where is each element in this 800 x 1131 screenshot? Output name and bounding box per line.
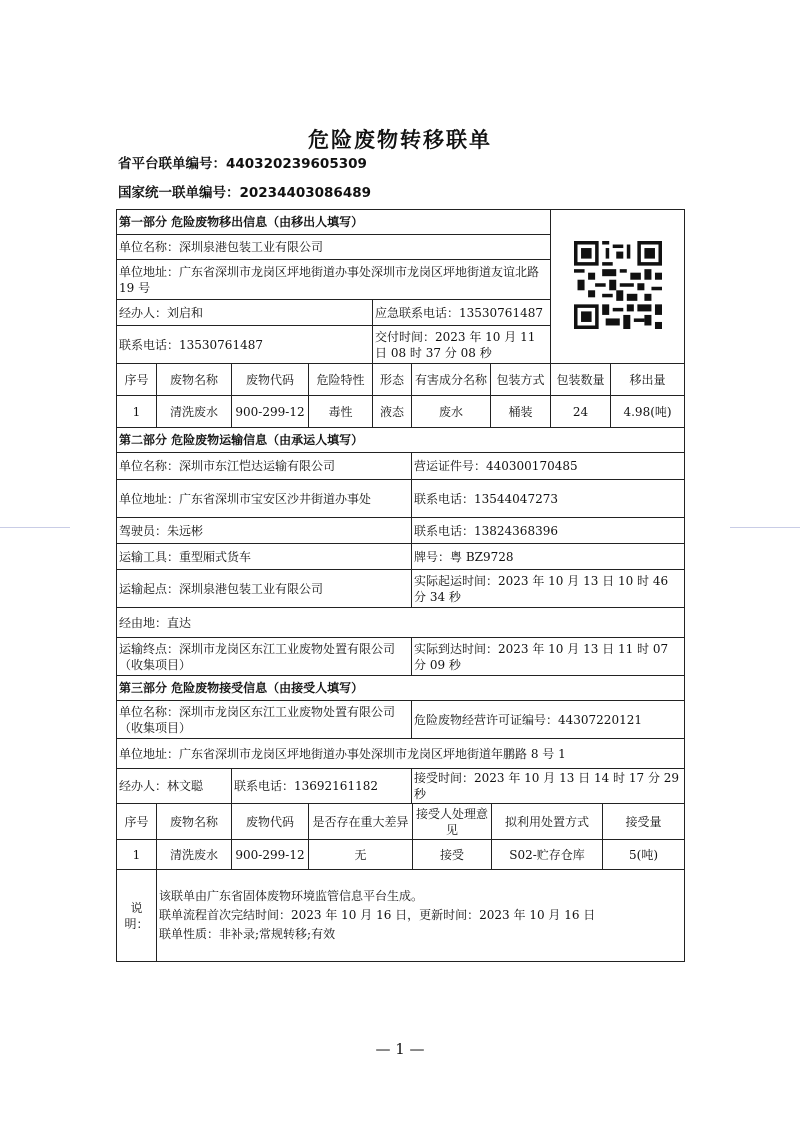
p3-col-4: 接受人处理意见	[413, 804, 492, 840]
part2-unit-address: 单位地址：广东省深圳市宝安区沙井街道办事处	[117, 480, 412, 518]
part3-heading: 第三部分 危险废物接受信息（由接受人填写）	[117, 676, 685, 701]
part2-license: 营运证件号：440300170485	[412, 453, 685, 480]
notes-line-1: 该联单由广东省固体废物环境监管信息平台生成。	[159, 889, 424, 903]
p1-col-5: 有害成分名称	[412, 364, 491, 396]
national-number-label: 国家统一联单编号：	[118, 185, 240, 201]
part2-unit-name: 单位名称：深圳市东江恺达运输有限公司	[117, 453, 412, 480]
p1-cell: 清洗废水	[157, 396, 232, 428]
p3-cell: 5(吨)	[603, 840, 685, 870]
national-number-line	[118, 181, 371, 201]
p3-cell: 无	[309, 840, 413, 870]
part3-receive-time: 接受时间：2023 年 10 月 13 日 14 时 17 分 29 秒	[412, 769, 685, 804]
p1-col-8: 移出量	[611, 364, 685, 396]
p3-col-0: 序号	[117, 804, 157, 840]
part3-phone: 联系电话：13692161182	[232, 769, 412, 804]
part3-unit-address: 单位地址：广东省深圳市龙岗区坪地街道办事处深圳市龙岗区坪地街道年鹏路 8 号 1	[117, 739, 685, 769]
p1-cell: 24	[551, 396, 611, 428]
p1-col-7: 包装数量	[551, 364, 611, 396]
table-row	[117, 396, 685, 428]
table-row	[117, 840, 685, 870]
p1-cell: 液态	[373, 396, 412, 428]
notes-line-2: 联单流程首次完结时间：2023 年 10 月 16 日，更新时间：2023 年 10 月 16 日	[159, 908, 596, 922]
part1-unit-address: 单位地址：广东省深圳市龙岗区坪地街道办事处深圳市龙岗区坪地街道友谊北路 19 号	[117, 260, 551, 300]
part2-driver: 驾驶员：朱远彬	[117, 518, 412, 544]
p1-col-3: 危险特性	[309, 364, 373, 396]
part3-permit: 危险废物经营许可证编号：44307220121	[412, 701, 685, 739]
page-number: — 1 —	[375, 1040, 425, 1058]
part2-phone: 联系电话：13544047273	[412, 480, 685, 518]
p1-cell: 毒性	[309, 396, 373, 428]
p1-col-0: 序号	[117, 364, 157, 396]
p1-col-1: 废物名称	[157, 364, 232, 396]
part2-origin: 运输起点：深圳泉港包装工业有限公司	[117, 570, 412, 608]
p1-cell: 1	[117, 396, 157, 428]
part1-heading: 第一部分 危险废物移出信息（由移出人填写）	[117, 210, 551, 235]
province-number: 440320239605309	[226, 156, 367, 172]
manifest-table	[116, 209, 684, 962]
part2-vehicle: 运输工具：重型厢式货车	[117, 544, 412, 570]
p3-col-1: 废物名称	[157, 804, 232, 840]
part3-unit-name: 单位名称：深圳市龙岗区东江工业废物处置有限公司（收集项目）	[117, 701, 412, 739]
part2-depart-time: 实际起运时间：2023 年 10 月 13 日 10 时 46 分 34 秒	[412, 570, 685, 608]
p1-col-2: 废物代码	[232, 364, 309, 396]
notes-line-3: 联单性质：非补录;常规转移;有效	[159, 927, 336, 941]
part2-driver-phone: 联系电话：13824368396	[412, 518, 685, 544]
qr-code	[574, 241, 662, 329]
p3-cell: 1	[117, 840, 157, 870]
national-number: 20234403086489	[239, 185, 372, 201]
part1-unit-name: 单位名称：深圳泉港包装工业有限公司	[117, 235, 551, 260]
part2-via: 经由地：直达	[117, 608, 685, 638]
part1-handover-time: 交付时间：2023 年 10 月 11 日 08 时 37 分 08 秒	[373, 326, 551, 364]
province-number-label: 省平台联单编号：	[118, 156, 226, 172]
part2-arrive-time: 实际到达时间：2023 年 10 月 13 日 11 时 07 分 09 秒	[412, 638, 685, 676]
part1-handler: 经办人：刘启和	[117, 300, 373, 326]
qr-code-cell	[551, 210, 685, 364]
p3-col-5: 拟利用处置方式	[492, 804, 603, 840]
p3-col-2: 废物代码	[232, 804, 309, 840]
notes-label: 说明：	[117, 870, 157, 962]
part1-phone: 联系电话：13530761487	[117, 326, 373, 364]
notes-body	[157, 870, 685, 962]
p3-cell: 接受	[413, 840, 492, 870]
p1-cell: 废水	[412, 396, 491, 428]
p3-cell: 900-299-12	[232, 840, 309, 870]
p1-cell: 900-299-12	[232, 396, 309, 428]
p1-cell: 4.98(吨)	[611, 396, 685, 428]
p1-col-4: 形态	[373, 364, 412, 396]
province-number-line	[118, 152, 367, 172]
p3-col-3: 是否存在重大差异	[309, 804, 413, 840]
part1-emergency-phone: 应急联系电话：13530761487	[373, 300, 551, 326]
document-title: 危险废物转移联单	[308, 128, 492, 152]
p1-cell: 桶装	[491, 396, 551, 428]
p3-cell: S02-贮存仓库	[492, 840, 603, 870]
p3-col-6: 接受量	[603, 804, 685, 840]
part2-destination: 运输终点：深圳市龙岗区东江工业废物处置有限公司（收集项目）	[117, 638, 412, 676]
p3-cell: 清洗废水	[157, 840, 232, 870]
part3-handler: 经办人：林文聪	[117, 769, 232, 804]
part2-heading: 第二部分 危险废物运输信息（由承运人填写）	[117, 428, 685, 453]
part2-plate: 牌号：粤 BZ9728	[412, 544, 685, 570]
p1-col-6: 包装方式	[491, 364, 551, 396]
